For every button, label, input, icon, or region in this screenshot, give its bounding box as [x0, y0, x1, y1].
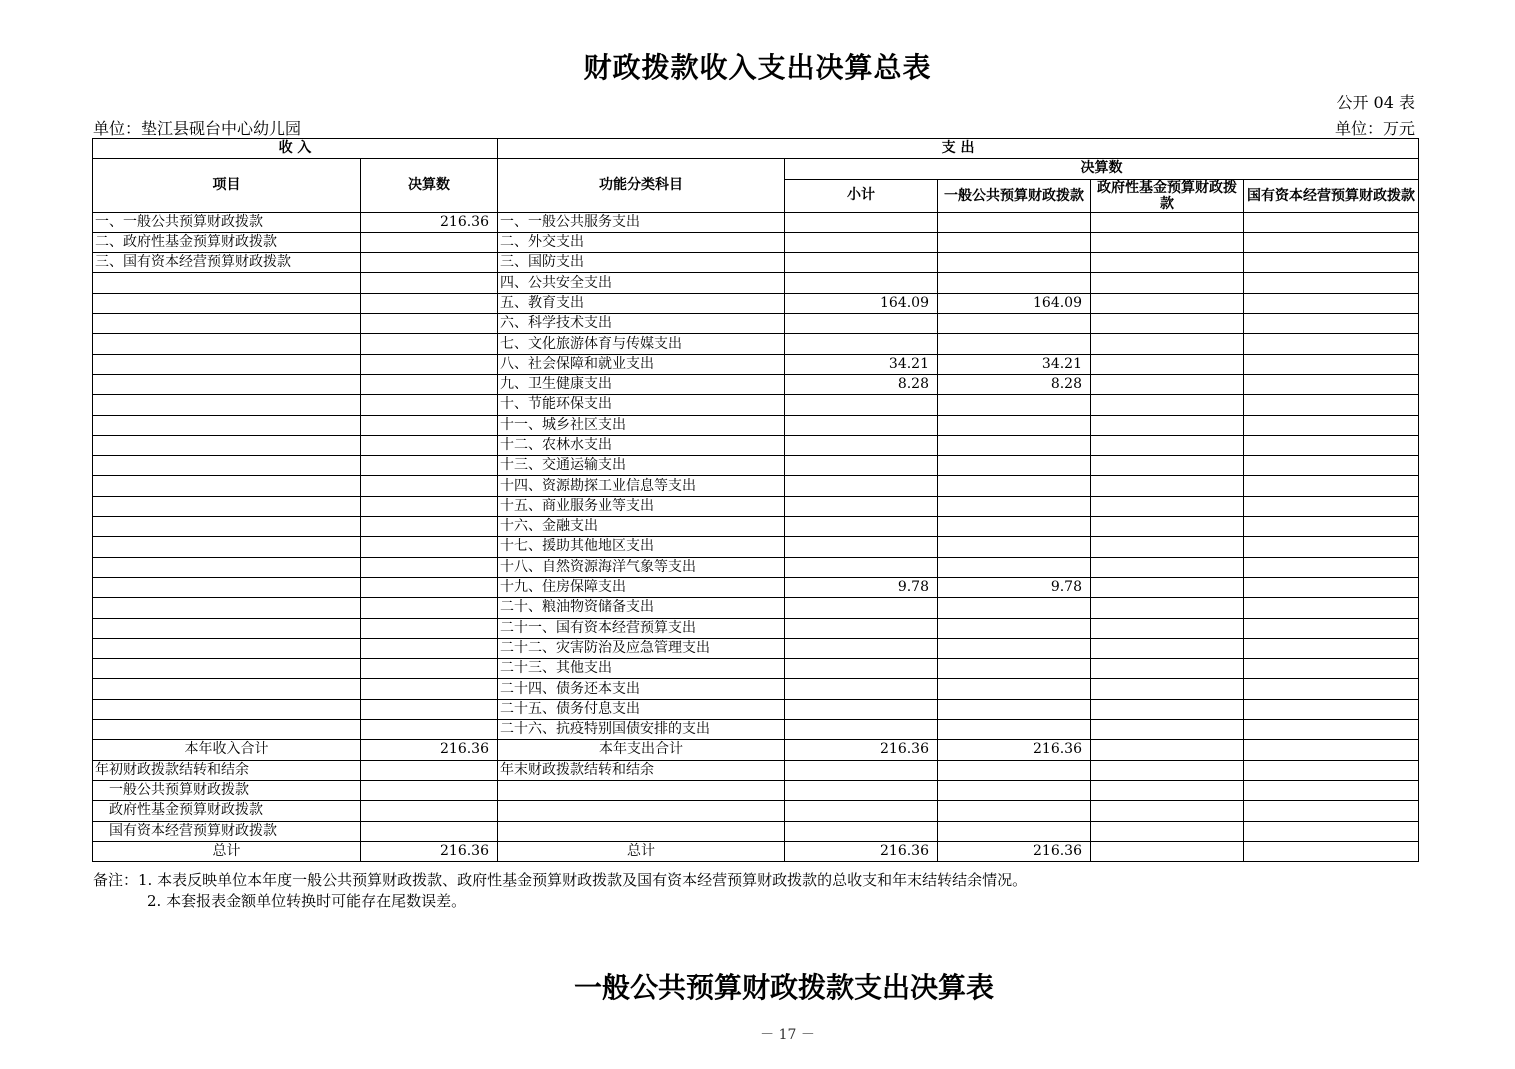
carry-item: 政府性基金预算财政拨款	[93, 801, 361, 821]
expense-total-fund	[1091, 740, 1244, 760]
state-cell	[1244, 720, 1419, 740]
income-item	[93, 699, 361, 719]
fund-cell	[1091, 638, 1244, 658]
general-cell	[938, 720, 1091, 740]
table-row	[93, 273, 1419, 293]
grand-total-subtotal: 216.36	[785, 841, 938, 861]
carry-row	[93, 780, 1419, 800]
income-item	[93, 314, 361, 334]
next-table-title: 一般公共预算财政拨款支出决算表	[573, 971, 994, 1004]
state-cell	[1244, 314, 1419, 334]
fund-cell	[1091, 212, 1244, 232]
fund-cell	[1091, 557, 1244, 577]
state-cell	[1244, 598, 1419, 618]
fund-cell	[1091, 618, 1244, 638]
table-row	[93, 395, 1419, 415]
general-cell	[938, 395, 1091, 415]
general-cell: 34.21	[938, 354, 1091, 374]
fund-cell	[1091, 435, 1244, 455]
fund-cell	[1091, 517, 1244, 537]
fund-cell	[1091, 476, 1244, 496]
table-row	[93, 415, 1419, 435]
grand-total-state	[1244, 841, 1419, 861]
income-item	[93, 435, 361, 455]
general-cell	[938, 699, 1091, 719]
func-item: 二十、粮油物资储备支出	[498, 598, 785, 618]
expense-total-subtotal: 216.36	[785, 740, 938, 760]
table-row	[93, 699, 1419, 719]
income-item	[93, 395, 361, 415]
subtotal-cell	[785, 476, 938, 496]
income-item	[93, 334, 361, 354]
state-cell	[1244, 293, 1419, 313]
fund-cell	[1091, 699, 1244, 719]
table-row	[93, 212, 1419, 232]
income-item	[93, 720, 361, 740]
income-amount	[361, 374, 498, 394]
func-item: 十三、交通运输支出	[498, 456, 785, 476]
general-cell	[938, 496, 1091, 516]
subtotal-cell: 34.21	[785, 354, 938, 374]
income-item	[93, 598, 361, 618]
table-row	[93, 232, 1419, 252]
table-row	[93, 293, 1419, 313]
grand-total-fund	[1091, 841, 1244, 861]
general-cell	[938, 618, 1091, 638]
state-cell	[1244, 476, 1419, 496]
subtotal-cell	[785, 253, 938, 273]
note-line: 备注：1. 本表反映单位本年度一般公共预算财政拨款、政府性基金预算财政拨款及国有资本经营预算财政拨款的总收支和年末结转结余情况。	[93, 871, 1028, 889]
income-item	[93, 496, 361, 516]
expense-total-label: 本年支出合计	[498, 740, 785, 760]
subtotal-cell	[785, 496, 938, 516]
general-cell	[938, 334, 1091, 354]
fund-cell	[1091, 720, 1244, 740]
page-number: － 17 －	[760, 1027, 815, 1043]
final-header: 决算数	[785, 159, 1419, 179]
income-amount	[361, 395, 498, 415]
func-item: 十九、住房保障支出	[498, 577, 785, 597]
grand-total-general: 216.36	[938, 841, 1091, 861]
state-cell	[1244, 435, 1419, 455]
state-header: 国有资本经营预算财政拨款	[1244, 179, 1419, 212]
income-item	[93, 476, 361, 496]
general-cell	[938, 435, 1091, 455]
income-header: 收 入	[93, 139, 498, 159]
general-cell	[938, 314, 1091, 334]
table-row	[93, 659, 1419, 679]
general-cell	[938, 415, 1091, 435]
general-cell	[938, 557, 1091, 577]
amount-header: 决算数	[361, 159, 498, 212]
subtotal-cell	[785, 395, 938, 415]
func-item: 十七、援助其他地区支出	[498, 537, 785, 557]
fund-cell	[1091, 537, 1244, 557]
income-item	[93, 577, 361, 597]
subtotal-cell: 164.09	[785, 293, 938, 313]
income-amount	[361, 638, 498, 658]
income-amount	[361, 435, 498, 455]
income-amount	[361, 314, 498, 334]
income-amount	[361, 720, 498, 740]
state-cell	[1244, 679, 1419, 699]
income-item	[93, 456, 361, 476]
func-item: 六、科学技术支出	[498, 314, 785, 334]
state-cell	[1244, 232, 1419, 252]
income-item	[93, 517, 361, 537]
fund-cell	[1091, 293, 1244, 313]
fund-cell	[1091, 334, 1244, 354]
income-amount	[361, 679, 498, 699]
subtotal-cell	[785, 232, 938, 252]
income-amount	[361, 476, 498, 496]
general-cell	[938, 232, 1091, 252]
income-item: 二、政府性基金预算财政拨款	[93, 232, 361, 252]
state-cell	[1244, 638, 1419, 658]
state-cell	[1244, 659, 1419, 679]
note-line: 2. 本套报表金额单位转换时可能存在尾数误差。	[147, 892, 467, 910]
func-item: 四、公共安全支出	[498, 273, 785, 293]
state-cell	[1244, 557, 1419, 577]
income-amount	[361, 273, 498, 293]
expense-header: 支 出	[498, 139, 1419, 159]
income-amount	[361, 232, 498, 252]
income-amount	[361, 334, 498, 354]
income-total-amount: 216.36	[361, 740, 498, 760]
notes	[93, 870, 1027, 912]
func-item: 十六、金融支出	[498, 517, 785, 537]
income-item	[93, 618, 361, 638]
carry-item: 一般公共预算财政拨款	[93, 780, 361, 800]
state-cell	[1244, 374, 1419, 394]
general-cell: 8.28	[938, 374, 1091, 394]
fund-cell	[1091, 232, 1244, 252]
page-title: 财政拨款收入支出决算总表	[583, 51, 932, 84]
subtotal-cell	[785, 537, 938, 557]
income-item	[93, 415, 361, 435]
subtotal-cell	[785, 618, 938, 638]
table-row	[93, 334, 1419, 354]
state-cell	[1244, 456, 1419, 476]
grand-total-income-amount: 216.36	[361, 841, 498, 861]
func-item: 二十二、灾害防治及应急管理支出	[498, 638, 785, 658]
general-header: 一般公共预算财政拨款	[938, 179, 1091, 212]
income-amount	[361, 517, 498, 537]
func-item: 十二、农林水支出	[498, 435, 785, 455]
carry-end-label: 年末财政拨款结转和结余	[498, 760, 785, 780]
year-total-row	[93, 740, 1419, 760]
func-item: 九、卫生健康支出	[498, 374, 785, 394]
income-item: 三、国有资本经营预算财政拨款	[93, 253, 361, 273]
table-row	[93, 435, 1419, 455]
general-cell: 9.78	[938, 577, 1091, 597]
subtotal-cell	[785, 273, 938, 293]
table-row	[93, 537, 1419, 557]
subtotal-cell	[785, 679, 938, 699]
table-row	[93, 638, 1419, 658]
func-item: 十、节能环保支出	[498, 395, 785, 415]
carry-begin-label: 年初财政拨款结转和结余	[93, 760, 361, 780]
fund-cell	[1091, 496, 1244, 516]
income-total-label: 本年收入合计	[93, 740, 361, 760]
table-row	[93, 679, 1419, 699]
table-row	[93, 598, 1419, 618]
fund-cell	[1091, 679, 1244, 699]
table-row	[93, 618, 1419, 638]
income-item	[93, 638, 361, 658]
general-cell	[938, 598, 1091, 618]
subtotal-cell	[785, 314, 938, 334]
func-item: 十四、资源勘探工业信息等支出	[498, 476, 785, 496]
subtotal-cell	[785, 720, 938, 740]
fund-cell	[1091, 253, 1244, 273]
state-cell	[1244, 395, 1419, 415]
subtotal-cell	[785, 415, 938, 435]
table-row	[93, 354, 1419, 374]
table-row	[93, 577, 1419, 597]
subtotal-cell: 9.78	[785, 577, 938, 597]
general-cell	[938, 456, 1091, 476]
state-cell	[1244, 618, 1419, 638]
income-amount	[361, 354, 498, 374]
subtotal-cell: 8.28	[785, 374, 938, 394]
table-row	[93, 476, 1419, 496]
income-amount	[361, 577, 498, 597]
expense-total-state	[1244, 740, 1419, 760]
func-item: 二、外交支出	[498, 232, 785, 252]
income-item: 一、一般公共预算财政拨款	[93, 212, 361, 232]
carry-item: 国有资本经营预算财政拨款	[93, 821, 361, 841]
table-row	[93, 374, 1419, 394]
func-item: 二十六、抗疫特别国债安排的支出	[498, 720, 785, 740]
fund-cell	[1091, 395, 1244, 415]
general-cell	[938, 638, 1091, 658]
grand-total-expense-label: 总计	[498, 841, 785, 861]
grand-total-row	[93, 841, 1419, 861]
income-amount	[361, 496, 498, 516]
state-cell	[1244, 354, 1419, 374]
income-item	[93, 374, 361, 394]
unit-money: 单位：万元	[1334, 119, 1415, 138]
fund-cell	[1091, 374, 1244, 394]
func-item: 十一、城乡社区支出	[498, 415, 785, 435]
func-item: 十八、自然资源海洋气象等支出	[498, 557, 785, 577]
state-cell	[1244, 699, 1419, 719]
income-item	[93, 293, 361, 313]
table-row	[93, 456, 1419, 476]
func-item: 二十五、债务付息支出	[498, 699, 785, 719]
subtotal-cell	[785, 212, 938, 232]
state-cell	[1244, 496, 1419, 516]
state-cell	[1244, 212, 1419, 232]
table-row	[93, 557, 1419, 577]
general-cell	[938, 212, 1091, 232]
func-item: 二十三、其他支出	[498, 659, 785, 679]
func-item: 二十一、国有资本经营预算支出	[498, 618, 785, 638]
grand-total-income-label: 总计	[93, 841, 361, 861]
general-cell: 164.09	[938, 293, 1091, 313]
fund-cell	[1091, 598, 1244, 618]
carry-row	[93, 760, 1419, 780]
income-item	[93, 659, 361, 679]
item-header: 项目	[93, 159, 361, 212]
func-item: 五、教育支出	[498, 293, 785, 313]
fiscal-summary-table	[92, 138, 1419, 862]
expense-total-general: 216.36	[938, 740, 1091, 760]
fund-header: 政府性基金预算财政拨款	[1091, 179, 1244, 212]
subtotal-cell	[785, 598, 938, 618]
fund-cell	[1091, 456, 1244, 476]
fund-cell	[1091, 577, 1244, 597]
func-item: 七、文化旅游体育与传媒支出	[498, 334, 785, 354]
func-item: 八、社会保障和就业支出	[498, 354, 785, 374]
table-row	[93, 314, 1419, 334]
income-amount	[361, 557, 498, 577]
table-row	[93, 496, 1419, 516]
subtotal-cell	[785, 638, 938, 658]
table-row	[93, 517, 1419, 537]
subtotal-cell	[785, 435, 938, 455]
form-code: 公开 04 表	[1336, 93, 1415, 112]
state-cell	[1244, 415, 1419, 435]
state-cell	[1244, 517, 1419, 537]
fund-cell	[1091, 415, 1244, 435]
income-amount	[361, 253, 498, 273]
subtotal-cell	[785, 456, 938, 476]
state-cell	[1244, 537, 1419, 557]
func-item: 一、一般公共服务支出	[498, 212, 785, 232]
fund-cell	[1091, 354, 1244, 374]
subtotal-cell	[785, 517, 938, 537]
carry-row	[93, 801, 1419, 821]
income-item	[93, 557, 361, 577]
subtotal-cell	[785, 557, 938, 577]
income-amount	[361, 659, 498, 679]
income-amount	[361, 456, 498, 476]
income-item	[93, 537, 361, 557]
income-item	[93, 354, 361, 374]
state-cell	[1244, 334, 1419, 354]
income-amount	[361, 415, 498, 435]
subtotal-cell	[785, 334, 938, 354]
income-amount	[361, 699, 498, 719]
general-cell	[938, 476, 1091, 496]
func-header: 功能分类科目	[498, 159, 785, 212]
income-amount	[361, 293, 498, 313]
unit-name: 单位：垫江县砚台中心幼儿园	[93, 119, 302, 138]
fund-cell	[1091, 273, 1244, 293]
state-cell	[1244, 577, 1419, 597]
general-cell	[938, 273, 1091, 293]
subtotal-cell	[785, 699, 938, 719]
income-item	[93, 273, 361, 293]
subtotal-header: 小计	[785, 179, 938, 212]
income-amount	[361, 618, 498, 638]
subtotal-cell	[785, 659, 938, 679]
func-item: 二十四、债务还本支出	[498, 679, 785, 699]
income-amount	[361, 537, 498, 557]
fund-cell	[1091, 659, 1244, 679]
carry-row	[93, 821, 1419, 841]
income-item	[93, 679, 361, 699]
general-cell	[938, 679, 1091, 699]
state-cell	[1244, 253, 1419, 273]
func-item: 十五、商业服务业等支出	[498, 496, 785, 516]
state-cell	[1244, 273, 1419, 293]
general-cell	[938, 517, 1091, 537]
general-cell	[938, 253, 1091, 273]
general-cell	[938, 537, 1091, 557]
general-cell	[938, 659, 1091, 679]
income-amount: 216.36	[361, 212, 498, 232]
table-row	[93, 253, 1419, 273]
fund-cell	[1091, 314, 1244, 334]
table-row	[93, 720, 1419, 740]
income-amount	[361, 598, 498, 618]
func-item: 三、国防支出	[498, 253, 785, 273]
